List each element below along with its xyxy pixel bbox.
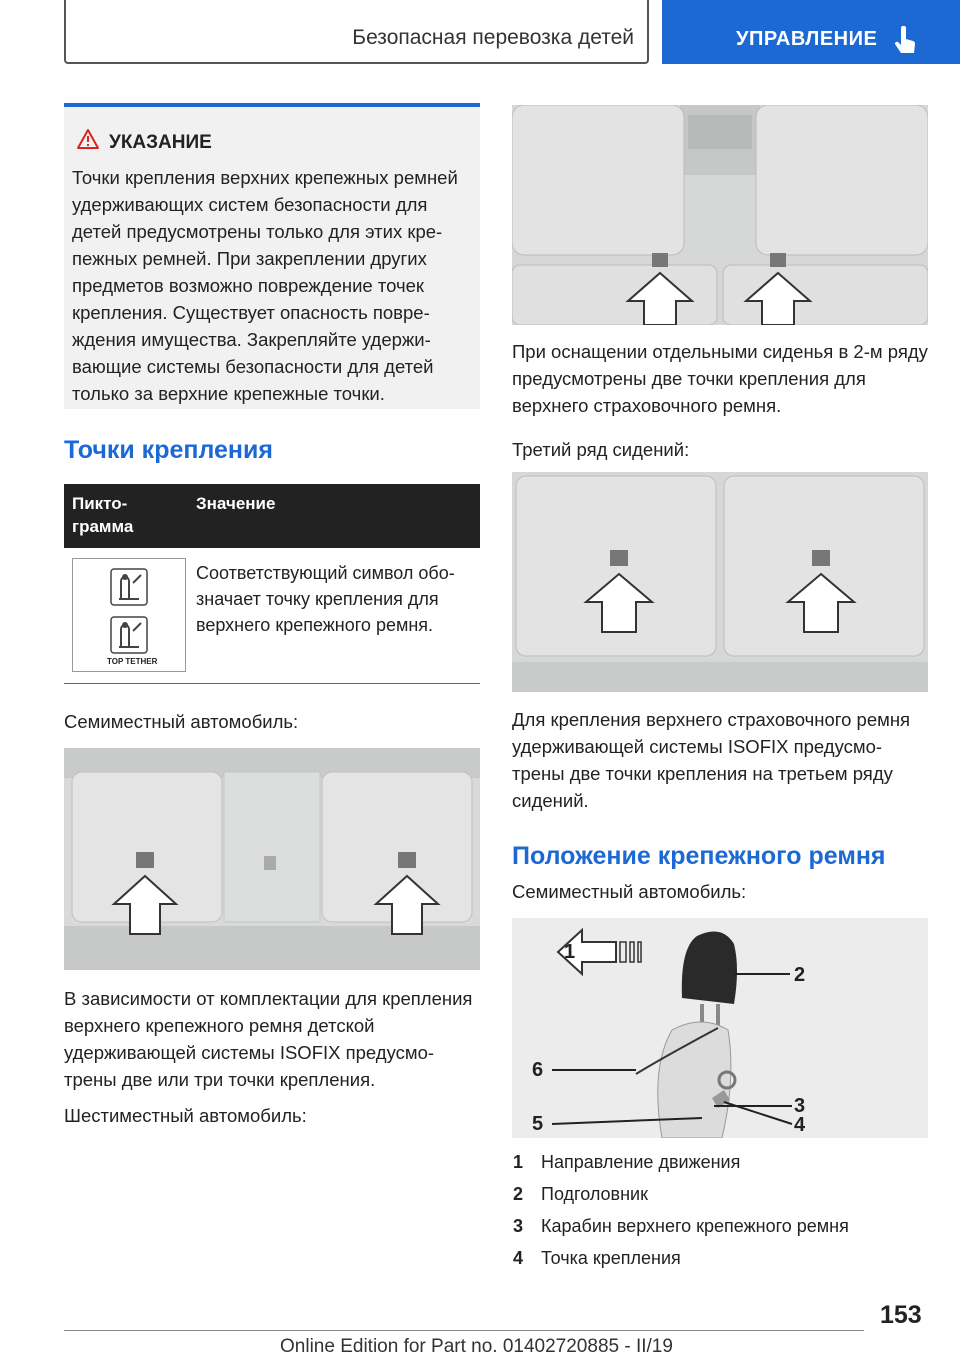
- child-seat-anchor-icon: [73, 559, 185, 671]
- chapter-title: Безопасная перевозка детей: [352, 26, 634, 49]
- caption-six-seat: При оснащении отдельными сиденья в 2-м ряду предусмотрены две точки крепления для верхнего страховочного ремня.: [512, 341, 928, 416]
- legend-text: Точка крепления: [541, 1248, 681, 1268]
- table-bottom-rule: [64, 683, 480, 684]
- third-row-label: Третий ряд сидений:: [512, 439, 690, 460]
- photo-third-row-anchors: [512, 472, 928, 692]
- warning-text: Точки крепления верхних крепежных ремней удерживающих систем безопасности для детей предусмотрены только для этих крепежных ремней. При закреплении других предметов возможно повреждение точек крепления. Существует опасность повреждения имущества. Закрепляйте удерживающие системы безопасности для детей только за верхние крепежные точки.: [72, 167, 458, 404]
- legend-num: 1: [513, 1152, 524, 1172]
- belt-position-diagram: [512, 918, 928, 1138]
- seven-seat-label-2: Семиместный автомобиль:: [512, 881, 747, 902]
- table-row-meaning: Соответствующий символ обозначает точку крепления для верхнего крепежного ремня.: [196, 563, 455, 635]
- photo-seven-seat-anchors: [64, 748, 480, 970]
- diagram-label-2: 2: [794, 964, 806, 986]
- top-tether-pictogram: [72, 558, 186, 672]
- diagram-label-1: 1: [564, 941, 576, 963]
- page-number: 153: [880, 1301, 922, 1329]
- footer-rule: [64, 1330, 864, 1331]
- legend-num: 3: [513, 1216, 524, 1236]
- table-col-pictogram: Пиктограмма: [72, 494, 134, 536]
- legend-text: Карабин верхнего крепежного ремня: [541, 1216, 849, 1236]
- hand-pointer-icon: [892, 26, 918, 56]
- section-heading-belt-position: Положение крепежного ремня: [512, 842, 886, 870]
- photo-six-seat-anchors: [512, 105, 928, 325]
- warning-triangle-icon: [76, 128, 100, 150]
- six-seat-label: Шестиместный автомобиль:: [64, 1105, 307, 1126]
- warning-title: УКАЗАНИЕ: [109, 132, 212, 153]
- diagram-label-6: 6: [532, 1059, 544, 1081]
- seven-seat-label: Семиместный автомобиль:: [64, 711, 299, 732]
- legend-text: Подголовник: [541, 1184, 648, 1204]
- top-tether-caption: TOP TETHER: [107, 657, 158, 666]
- legend-num: 4: [513, 1248, 524, 1268]
- table-col-meaning: Значение: [196, 494, 276, 513]
- caption-third-row: Для крепления верхнего страховочного ремня удерживающей системы ISOFIX предусмотрены две точки крепления на третьем ряду сидений.: [512, 709, 911, 811]
- legend-text: Направление движения: [541, 1152, 741, 1172]
- diagram-label-3: 3: [794, 1095, 806, 1117]
- legend-num: 2: [513, 1184, 524, 1204]
- diagram-label-5: 5: [532, 1113, 544, 1135]
- section-label[interactable]: УПРАВЛЕНИЕ: [736, 28, 878, 50]
- diagram-label-4: 4: [794, 1114, 806, 1136]
- footer-edition[interactable]: Online Edition for Part no. 01402720885 - II/19: [280, 1336, 673, 1357]
- caption-seven-seat: В зависимости от комплектации для крепления верхнего крепежного ремня детской удерживающей системы ISOFIX предусмотрены две или три точки крепления.: [64, 988, 473, 1090]
- section-heading-anchor-points: Точки крепления: [64, 436, 273, 464]
